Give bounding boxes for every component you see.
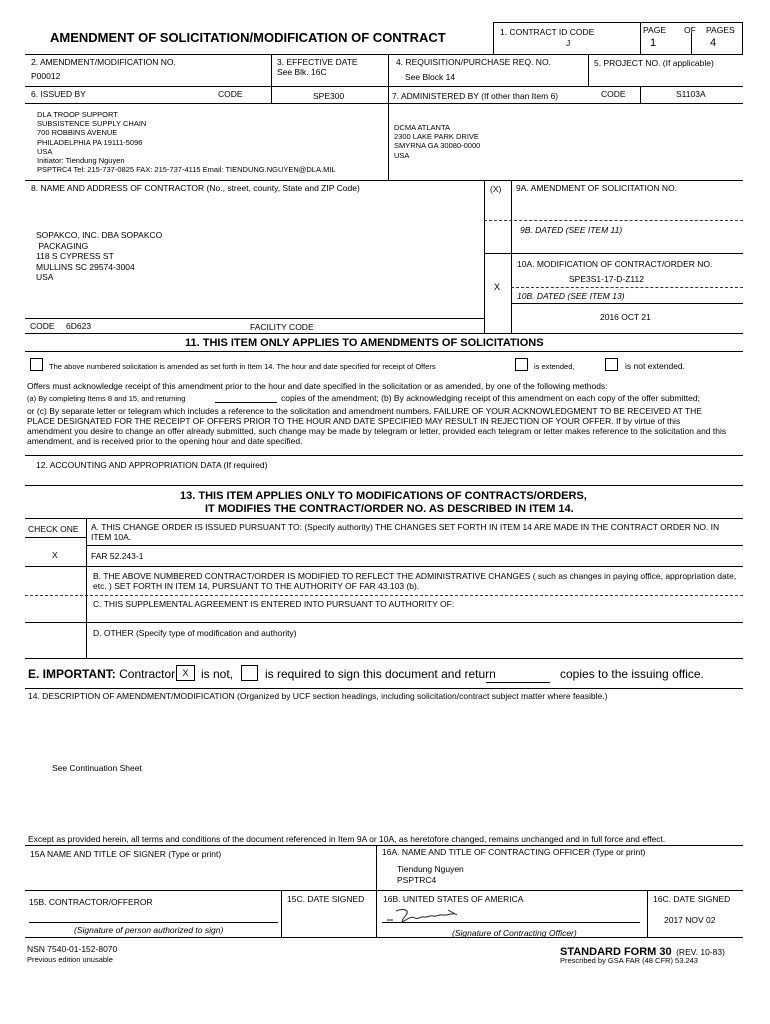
form-title: AMENDMENT OF SOLICITATION/MODIFICATION OF CONTRACT [50, 30, 446, 45]
copies-label: copies to the issuing office. [560, 667, 704, 681]
is-not-checkbox[interactable]: X [176, 665, 195, 681]
officer-signature [384, 906, 484, 928]
issuer-address: DLA TROOP SUPPORT SUBSISTENCE SUPPLY CHAIN 700 ROBBINS AVENUE PHILADELPHIA PA 19111-5096 USA Initiator: Tiendung Nguyen PSPTRC4 Tel: 215-737-0825 FAX: 215-737-4115 Email: TIENDUNG.NGUYEN@DLA.MIL [37, 110, 336, 175]
contractor-code-value[interactable]: 6D623 [66, 321, 92, 331]
prescribed-by: Prescribed by GSA FAR (48 CFR) 53.243 [560, 956, 698, 965]
of-label: OF [684, 25, 696, 35]
page-label: PAGE [643, 25, 666, 35]
item13-title-2: IT MODIFIES THE CONTRACT/ORDER NO. AS DESCRIBED IN ITEM 14. [205, 503, 574, 515]
project-no-label: 5. PROJECT NO. (If applicable) [594, 58, 714, 68]
requisition-label: 4. REQUISITION/PURCHASE REQ. NO. [396, 57, 551, 67]
amendment-no-label: 2. AMENDMENT/MODIFICATION NO. [31, 57, 176, 67]
item11-title: 11. THIS ITEM ONLY APPLIES TO AMENDMENTS OF SOLICITATIONS [185, 337, 544, 349]
pages-total: 4 [710, 37, 717, 49]
9a-label: 9A. AMENDMENT OF SOLICITATION NO. [516, 183, 678, 193]
contractor-label: 8. NAME AND ADDRESS OF CONTRACTOR (No., street, county, State and ZIP Code) [31, 183, 360, 193]
return-copies-field[interactable] [486, 682, 550, 683]
important-line: E. IMPORTANT: Contractor [28, 667, 176, 681]
10a-check-mark[interactable]: X [494, 282, 501, 292]
issued-code-value[interactable]: SPE300 [313, 91, 345, 101]
previous-edition: Previous edition unusable [27, 955, 113, 964]
contractor-address: SOPAKCO, INC. DBA SOPAKCO PACKAGING 118 S CYPRESS ST MULLINS SC 29574-3004 USA [36, 230, 163, 282]
10a-value[interactable]: SPE3S1-17-D-Z112 [569, 274, 644, 284]
amendment-no-value[interactable]: P00012 [31, 71, 61, 81]
15c-label: 15C. DATE SIGNED [287, 894, 365, 904]
item11-checkbox-1[interactable] [30, 358, 43, 371]
facility-code-label: FACILITY CODE [250, 322, 314, 332]
15b-label: 15B. CONTRACTOR/OFFEROR [29, 897, 153, 907]
15a-label: 15A NAME AND TITLE OF SIGNER (Type or print) [30, 849, 222, 859]
effective-date-label: 3. EFFECTIVE DATE [277, 57, 358, 67]
item12-label: 12. ACCOUNTING AND APPROPRIATION DATA (If required) [36, 460, 268, 470]
x-column-label: (X) [490, 184, 502, 194]
10a-label: 10A. MODIFICATION OF CONTRACT/ORDER NO. [517, 259, 713, 269]
contractor-signature-line[interactable] [29, 922, 278, 923]
is-required-checkbox[interactable] [241, 665, 258, 681]
except-statement: Except as provided herein, all terms and conditions of the document referenced in Item 9A or 10A, as heretofore changed, remains unchanged and in full force and effect. [28, 834, 666, 844]
officer-name[interactable]: Tiendung Nguyen [397, 864, 464, 874]
16b-label: 16B. UNITED STATES OF AMERICA [383, 894, 524, 904]
is-not-label: is not, [201, 667, 234, 681]
item11-paragraph: or (c) By separate letter or telegram which includes a reference to the solicitation and amendment numbers. FAILURE OF YOUR ACKNOWLEDGMENT TO BE RECEIVED AT THE PLACE DESIGNATED FOR THE RECEIPT OF OFFERS PRIOR TO THE HOUR AND DATE SPECIFIED MAY RESULT IN REJECTION OF YOUR OFFER. If by virtue of this amendment you desire to change an offer already submitted, such change may be made by telegram or letter, provided each telegram or letter makes reference to the solicitation and this amendment, and is received prior to the opening hour and date specified. [27, 406, 727, 446]
contractor-signature-caption: (Signature of person authorized to sign) [74, 925, 224, 935]
item13-option-c: C. THIS SUPPLEMENTAL AGREEMENT IS ENTERED INTO PURSUANT TO AUTHORITY OF: [93, 599, 455, 609]
pages-label: PAGES [706, 25, 735, 35]
issued-code-label: CODE [218, 89, 243, 99]
is-not-extended-label: is not extended. [625, 361, 686, 371]
is-not-extended-checkbox[interactable] [605, 358, 618, 371]
option-a-check-mark[interactable]: X [52, 550, 58, 560]
16c-label: 16C. DATE SIGNED [653, 894, 731, 904]
check-one-label: CHECK ONE [28, 524, 79, 534]
nsn-number: NSN 7540-01-152-8070 [27, 944, 118, 954]
item14-label: 14. DESCRIPTION OF AMENDMENT/MODIFICATION (Organized by UCF section headings, including solicitation/contract subject matter where feasible.) [28, 691, 608, 701]
item11-line1: The above numbered solicitation is amended as set forth in Item 14. The hour and date specified for receipt of Offers [49, 362, 436, 371]
officer-signature-caption: (Signature of Contracting Officer) [452, 928, 577, 938]
item13-option-d: D. OTHER (Specify type of modification and authority) [93, 628, 297, 638]
item14-content[interactable]: See Continuation Sheet [52, 763, 142, 773]
standard-form-id: STANDARD FORM 30 (REV. 10-83) [560, 946, 725, 958]
16c-date[interactable]: 2017 NOV 02 [664, 915, 716, 925]
administrator-address: DCMA ATLANTA 2300 LAKE PARK DRIVE SMYRNA GA 30080-0000 USA [394, 123, 481, 160]
page-number: 1 [650, 37, 657, 49]
far-reference[interactable]: FAR 52.243-1 [91, 551, 144, 561]
administered-code-label: CODE [601, 89, 626, 99]
item13-option-a: A. THIS CHANGE ORDER IS ISSUED PURSUANT TO: (Specify authority) THE CHANGES SET FORTH IN ITEM 14 ARE MADE IN THE CONTRACT ORDER NO. IN ITEM 10A. [91, 522, 720, 542]
item11-line3a: (a) By completing Items 8 and 15, and returning [27, 394, 186, 403]
item11-line3b: copies of the amendment; (b) By acknowledging receipt of this amendment on each copy of the offer submitted; [281, 393, 700, 403]
contract-id-label: 1. CONTRACT ID CODE [500, 27, 595, 37]
is-extended-label: is extended, [534, 362, 575, 371]
officer-title[interactable]: PSPTRC4 [397, 875, 437, 885]
contractor-code-label: CODE [30, 321, 55, 331]
contract-id-value[interactable]: J [566, 38, 571, 48]
10b-value[interactable]: 2016 OCT 21 [600, 312, 651, 322]
10b-label: 10B. DATED (SEE ITEM 13) [517, 291, 625, 301]
16a-label: 16A. NAME AND TITLE OF CONTRACTING OFFICER (Type or print) [382, 847, 646, 857]
administered-by-label: 7. ADMINISTERED BY (If other than Item 6) [392, 91, 559, 101]
9b-label: 9B. DATED (SEE ITEM 11) [520, 225, 623, 235]
issued-by-label: 6. ISSUED BY [31, 89, 86, 99]
item11-line2: Offers must acknowledge receipt of this amendment prior to the hour and date specified in the solicitation or as amended, by one of the following methods: [27, 381, 608, 391]
administered-code-value[interactable]: S1103A [676, 89, 706, 99]
is-required-label: is required to sign this document and return [265, 667, 496, 681]
is-extended-checkbox[interactable] [515, 358, 528, 371]
item13-title-1: 13. THIS ITEM APPLIES ONLY TO MODIFICATIONS OF CONTRACTS/ORDERS, [180, 490, 587, 502]
item13-option-b: B. THE ABOVE NUMBERED CONTRACT/ORDER IS MODIFIED TO REFLECT THE ADMINISTRATIVE CHANGES ( such as changes in paying office, appropriation date, etc. ) SET FORTH IN ITEM 14, PURSUANT TO THE AUTHORITY OF FAR 43.103 (b). [93, 571, 737, 591]
copies-count-field[interactable] [215, 402, 277, 403]
effective-date-value[interactable]: See Blk. 16C [277, 67, 327, 77]
requisition-value[interactable]: See Block 14 [405, 72, 456, 82]
